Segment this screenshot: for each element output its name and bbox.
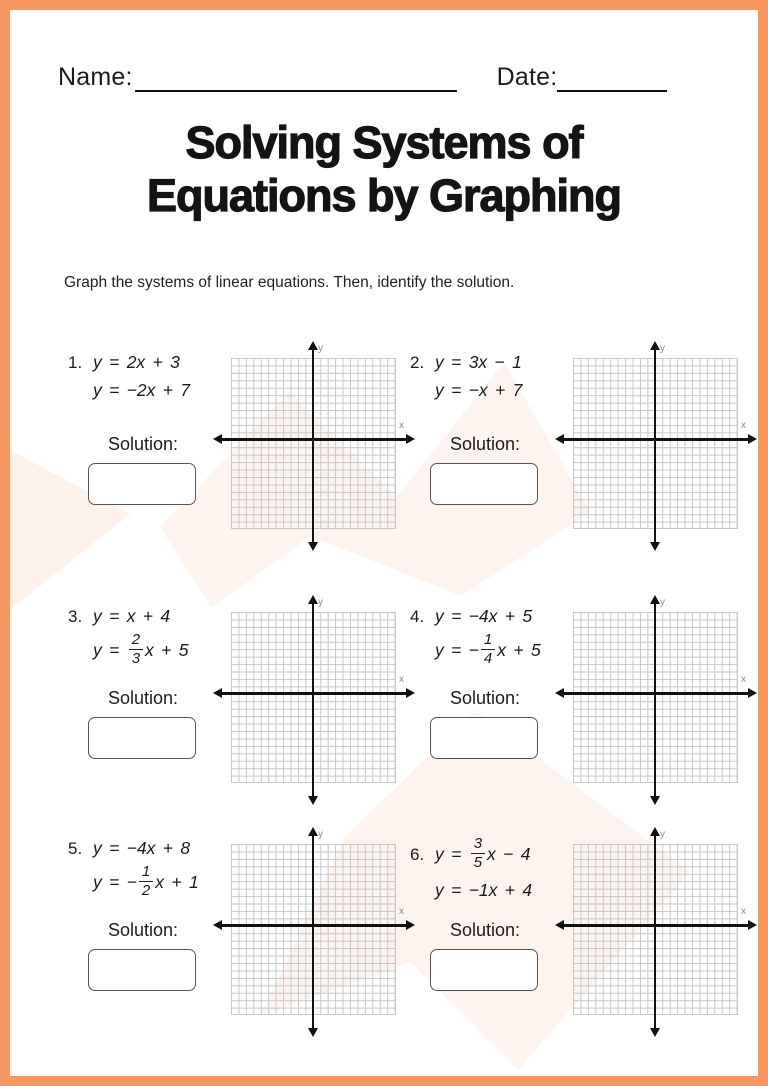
y-axis-label: y xyxy=(318,343,323,354)
equations xyxy=(93,606,188,676)
arrow-right-icon xyxy=(748,920,757,930)
equation-text: y = − xyxy=(93,871,137,892)
solution-label: Solution: xyxy=(450,688,521,708)
problem-cell xyxy=(410,340,752,594)
name-date-row xyxy=(58,60,726,92)
problems-grid xyxy=(68,340,752,1076)
equation-1 xyxy=(435,835,532,873)
x-axis xyxy=(221,438,407,441)
equation-text: y = −4x + 8 xyxy=(93,838,191,858)
date-label: Date: xyxy=(496,63,558,91)
arrow-left-icon xyxy=(555,688,564,698)
x-axis xyxy=(221,692,407,695)
arrow-right-icon xyxy=(748,688,757,698)
page-title-line2: Equations by Graphing xyxy=(146,170,622,222)
page-title xyxy=(10,116,758,222)
equation-text: x − 4 xyxy=(487,843,531,864)
x-axis xyxy=(221,924,407,927)
equation-1 xyxy=(435,352,522,373)
arrow-left-icon xyxy=(213,688,222,698)
problem-statement xyxy=(410,606,560,686)
y-axis-label: y xyxy=(660,829,665,840)
y-axis-label: y xyxy=(660,343,665,354)
equation-2 xyxy=(435,380,522,401)
problem-number: 3. xyxy=(68,607,83,626)
fraction-denominator: 4 xyxy=(483,649,493,667)
equation-2 xyxy=(435,880,532,901)
equation-2 xyxy=(93,380,190,401)
problem-left-column xyxy=(68,340,218,594)
x-axis xyxy=(563,924,749,927)
arrow-left-icon xyxy=(213,434,222,444)
instructions: Graph the systems of linear equations. Then, identify the solution. xyxy=(64,274,515,291)
equation-text: y = −2x + 7 xyxy=(93,380,191,400)
equation-1 xyxy=(93,838,199,859)
coordinate-grid xyxy=(218,343,410,548)
problem-left-column xyxy=(410,826,560,1076)
fraction xyxy=(471,836,485,871)
arrow-up-icon xyxy=(650,595,660,604)
fraction-numerator: 3 xyxy=(471,836,485,854)
problem-number: 2. xyxy=(410,353,425,372)
name-label: Name: xyxy=(58,63,133,91)
arrow-up-icon xyxy=(308,827,318,836)
x-axis xyxy=(563,692,749,695)
y-axis-label: y xyxy=(318,597,323,608)
arrow-right-icon xyxy=(748,434,757,444)
arrow-down-icon xyxy=(308,1028,318,1037)
y-axis xyxy=(312,835,315,1029)
solution-answer-box[interactable] xyxy=(430,463,538,505)
y-axis xyxy=(312,603,315,797)
equation-text: y = xyxy=(435,843,469,864)
y-axis-label: y xyxy=(318,829,323,840)
arrow-down-icon xyxy=(650,542,660,551)
equation-text: y = xyxy=(93,639,127,660)
y-axis xyxy=(654,349,657,543)
x-axis-label: x xyxy=(399,674,404,685)
solution-answer-box[interactable] xyxy=(430,949,538,991)
problem-left-column xyxy=(410,594,560,826)
y-axis xyxy=(654,835,657,1029)
equations xyxy=(435,352,522,408)
fraction xyxy=(139,864,153,899)
problem-statement xyxy=(68,606,218,686)
equation-text: y = −x + 7 xyxy=(435,380,523,400)
equation-1 xyxy=(435,606,541,627)
coordinate-grid xyxy=(218,597,410,802)
arrow-up-icon xyxy=(308,595,318,604)
problem-left-column xyxy=(68,826,218,1076)
equation-1 xyxy=(93,352,190,373)
solution-answer-box[interactable] xyxy=(88,463,196,505)
problem-statement xyxy=(410,352,560,432)
solution-answer-box[interactable] xyxy=(430,717,538,759)
equations xyxy=(435,835,533,908)
fraction-denominator: 2 xyxy=(141,881,151,899)
fraction xyxy=(129,632,143,667)
arrow-left-icon xyxy=(555,434,564,444)
equation-1 xyxy=(93,606,188,627)
arrow-down-icon xyxy=(650,1028,660,1037)
solution-label: Solution: xyxy=(450,434,521,454)
arrow-up-icon xyxy=(308,341,318,350)
coordinate-grid xyxy=(218,829,410,1034)
equations xyxy=(93,838,199,908)
x-axis-label: x xyxy=(741,420,746,431)
problem-statement xyxy=(68,352,218,432)
problem-number: 5. xyxy=(68,839,83,858)
date-field[interactable] xyxy=(557,60,667,92)
fraction-numerator: 2 xyxy=(129,632,143,650)
x-axis-label: x xyxy=(399,420,404,431)
problem-left-column xyxy=(410,340,560,594)
equation-text: y = x + 4 xyxy=(93,606,171,626)
fraction xyxy=(481,632,495,667)
problem-cell xyxy=(410,826,752,1076)
equation-text: x + 5 xyxy=(145,639,189,660)
arrow-left-icon xyxy=(555,920,564,930)
solution-label: Solution: xyxy=(108,688,179,708)
arrow-left-icon xyxy=(213,920,222,930)
problem-left-column xyxy=(68,594,218,826)
fraction-denominator: 3 xyxy=(131,649,141,667)
fraction-numerator: 1 xyxy=(481,632,495,650)
problem-cell xyxy=(68,340,410,594)
arrow-up-icon xyxy=(650,341,660,350)
arrow-down-icon xyxy=(308,796,318,805)
solution-answer-box[interactable] xyxy=(88,717,196,759)
solution-answer-box[interactable] xyxy=(88,949,196,991)
arrow-up-icon xyxy=(650,827,660,836)
coordinate-grid xyxy=(560,829,752,1034)
page-title-line1: Solving Systems of xyxy=(185,117,583,168)
equation-text: x + 1 xyxy=(155,871,199,892)
fraction-denominator: 5 xyxy=(473,853,483,871)
equation-text: y = −4x + 5 xyxy=(435,606,533,626)
problem-cell xyxy=(68,594,410,826)
y-axis xyxy=(654,603,657,797)
y-axis xyxy=(312,349,315,543)
equation-text: y = 3x − 1 xyxy=(435,352,522,372)
problem-statement xyxy=(410,835,560,918)
equation-text: y = − xyxy=(435,639,479,660)
solution-label: Solution: xyxy=(108,434,179,454)
equation-2 xyxy=(435,631,541,669)
x-axis-label: x xyxy=(741,906,746,917)
problem-number: 6. xyxy=(410,844,425,864)
coordinate-grid xyxy=(560,343,752,548)
equation-2 xyxy=(93,863,199,901)
problem-number: 4. xyxy=(410,607,425,626)
equations xyxy=(93,352,190,408)
problem-cell xyxy=(410,594,752,826)
x-axis-label: x xyxy=(399,906,404,917)
coordinate-grid xyxy=(560,597,752,802)
problem-cell xyxy=(68,826,410,1076)
equation-text: y = 2x + 3 xyxy=(93,352,180,372)
arrow-down-icon xyxy=(650,796,660,805)
equations xyxy=(435,606,541,676)
y-axis-label: y xyxy=(660,597,665,608)
equation-2 xyxy=(93,631,189,669)
arrow-down-icon xyxy=(308,542,318,551)
solution-label: Solution: xyxy=(108,920,179,940)
problem-number: 1. xyxy=(68,353,83,372)
equation-text: y = −1x + 4 xyxy=(435,879,533,900)
solution-label: Solution: xyxy=(450,920,521,940)
x-axis xyxy=(563,438,749,441)
fraction-numerator: 1 xyxy=(139,864,153,882)
x-axis-label: x xyxy=(741,674,746,685)
problem-statement xyxy=(68,838,218,918)
equation-text: x + 5 xyxy=(497,639,541,660)
name-field[interactable] xyxy=(135,60,457,92)
